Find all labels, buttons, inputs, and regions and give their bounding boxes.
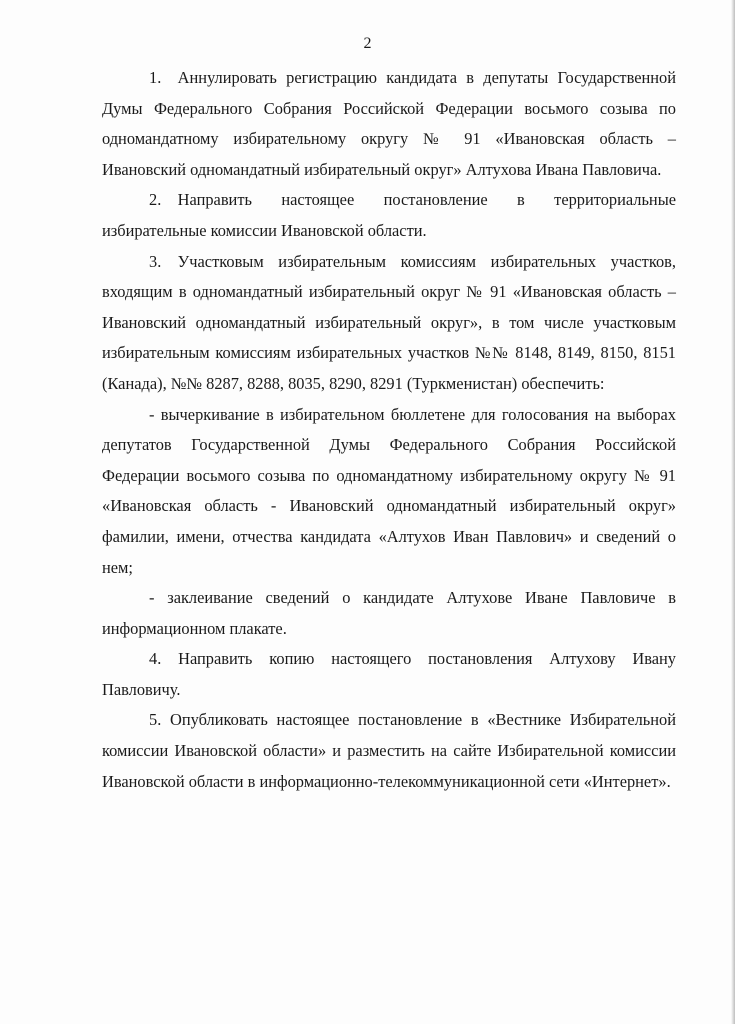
- document-body: [102, 63, 676, 797]
- page-number: 2: [363, 35, 372, 52]
- page-edge-shadow: [731, 0, 735, 1024]
- paragraph-5-publish: 5. Опубликовать настоящее постановление в «Вестнике Избирательной комиссии Ивановской области» и разместить на сайте Избирательной комиссии Ивановской области в информационно-телекоммуникационной сети «Интернет».: [102, 710, 676, 791]
- paragraph-3-item-strike-out-ballot: - вычеркивание в избирательном бюллетене для голосования на выборах депутатов Государственной Думы Федерального Собрания Российской Федерации восьмого созыва по одномандатному избирательному округу № 91 «Ивановская область - Ивановский одномандатный избирательный округ» фамилии, имени, отчества кандидата «Алтухов Иван Павлович» и сведений о нем;: [102, 404, 676, 577]
- paragraph-3-item-cover-poster: - заклеивание сведений о кандидате Алтухове Иване Павловиче в информационном плакате.: [102, 588, 676, 638]
- paragraph-2-send-resolution: 2. Направить настоящее постановление в территориальные избирательные комиссии Ивановской области.: [102, 190, 676, 240]
- paragraph-4-send-copy: 4. Направить копию настоящего постановления Алтухову Ивану Павловичу.: [102, 649, 676, 699]
- paragraph-1-annul-registration: 1. Аннулировать регистрацию кандидата в депутаты Государственной Думы Федерального Собрания Российской Федерации восьмого созыва по одномандатному избирательному округу № 91 «Ивановская область – Ивановский одномандатный избирательный округ» Алтухова Ивана Павловича.: [102, 68, 676, 179]
- paragraph-3-precinct-commissions: 3. Участковым избирательным комиссиям избирательных участков, входящим в одномандатный избирательный округ № 91 «Ивановская область – Ивановский одномандатный избирательный округ», в том числе участковым избирательным комиссиям избирательных участков №№ 8148, 8149, 8150, 8151 (Канада), №№ 8287, 8288, 8035, 8290, 8291 (Туркменистан) обеспечить:: [102, 251, 676, 393]
